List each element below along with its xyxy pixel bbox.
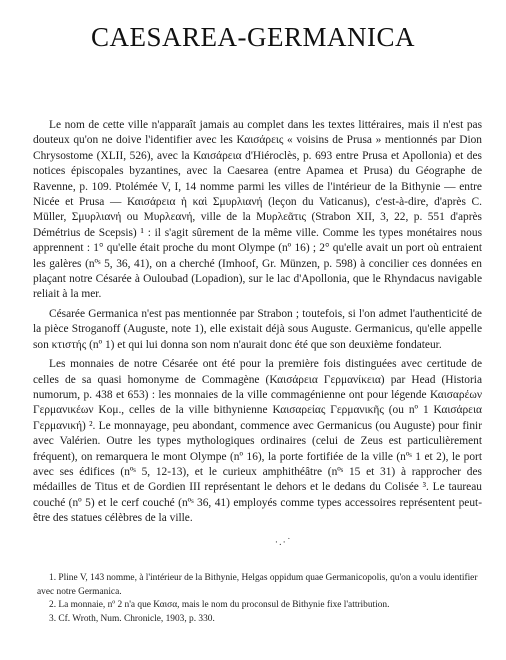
footnote-1: 1. Pline V, 143 nomme, à l'intérieur de la Bithynie, Helgas oppidum quae Germanicopolis, qu'on a voulu identifier avec notre Germanica. [37, 573, 478, 597]
paragraph-1: Le nom de cette ville n'apparaît jamais au complet dans les textes littéraires, mais il n'est pas douteux qu'on ne doive l'identifier avec les Καισάρεις « voisins de Prusa » mentionnés par Dion Chrysostome (XLII, 526), avec la Καισάρεια d'Hiéroclès, p. 693 entre Prusa et Apollonia) et des notices épiscopales byzantines, avec la Caesarea (entre Apamea et Prusa) du Géographe de Ravenne, p. 109. Ptolémée V, I, 14 nomme parmi les villes de l'intérieur de la Bithynie — entre Nicée et Prusa — Καισάρεια ἡ καὶ Σμυρλιανή (leçon du Vaticanus), c'est-à-dire, d'après C. Müller, Σμυρλιανή ou Μυρλεανή, ville de la Μυρλεᾶτις (Strabon XII, 3, 22, p. 551 d'après Démétrius de Scepsis) ¹ : il s'agit sûrement de la même ville. Comme les types monétaires nous apprennent : 1° qu'elle était proche du mont Olympe (nº 16) ; 2° qu'elle avait un port où entraient les galères (nºˢ 5, 36, 41), on a cherché (Imhoof, Gr. Münzen, p. 598) à concilier ces données en plaçant notre Césarée à Ouloubad (Lopadion), sur le lac d'Apollonia, que le Rhyndacus navigable reliait à la mer. [33, 119, 482, 301]
paragraph-3: Les monnaies de notre Césarée ont été pour la première fois distinguées avec certitude de celles de sa quasi homonyme de Commagène (Καισάρεια Γερμανίκεια) par Head (Historia numorum, p. 438 et 653) : les monnaies de la ville commagénienne ont pour légende Καισαρέων Γερμανικέων Κομ., celles de la ville bithynienne Καισαρείας Γερμανικῆς (ou nº 1 Καισάρεια Γερμανική) ². Le monnayage, peu abondant, commence avec Germanicus (ou Auguste) pour finir avec Valérien. Outre les types mythologiques ordinaires (celui de Zeus est particulièrement fréquent), on remarquera le mont Olympe (nº 16), la porte fortifiée de la ville (nºˢ 1 et 2), le port avec ses édifices (nºˢ 5, 12-13), et le curieux amphithéâtre (nºˢ 15 et 31) à rapprocher des médailles de Titus et de Gordien III représentant le dehors et le dedans du Colisée ³. Le taureau couché (nº 5) et le cerf couché (nºˢ 36, 41) employés comme types accessoires représentent peut-être des statues célèbres de la ville. [33, 358, 482, 525]
footnote-2: 2. La monnaie, nº 2 n'a que Καισα, mais le nom du proconsul de Bithynie fixe l'attribution. [49, 600, 390, 610]
footnote-3: 3. Cf. Wroth, Num. Chronicle, 1903, p. 330. [49, 613, 215, 624]
body-text [33, 118, 482, 531]
page-title: CAESAREA-GERMANICA [90, 22, 415, 52]
ornament: ·.·˙ [275, 538, 293, 548]
paragraph-2: Césarée Germanica n'est pas mentionnée par Strabon ; toutefois, si l'on admet l'authenticité de la pièce Stroganoff (Auguste, note 1), elle existait déjà sous Auguste. Germanicus, qu'elle appelle son κτιστής (nº 1) et qui lui donna son nom n'aurait donc été que son deuxième fondateur. [33, 307, 482, 351]
footnotes [37, 572, 482, 626]
